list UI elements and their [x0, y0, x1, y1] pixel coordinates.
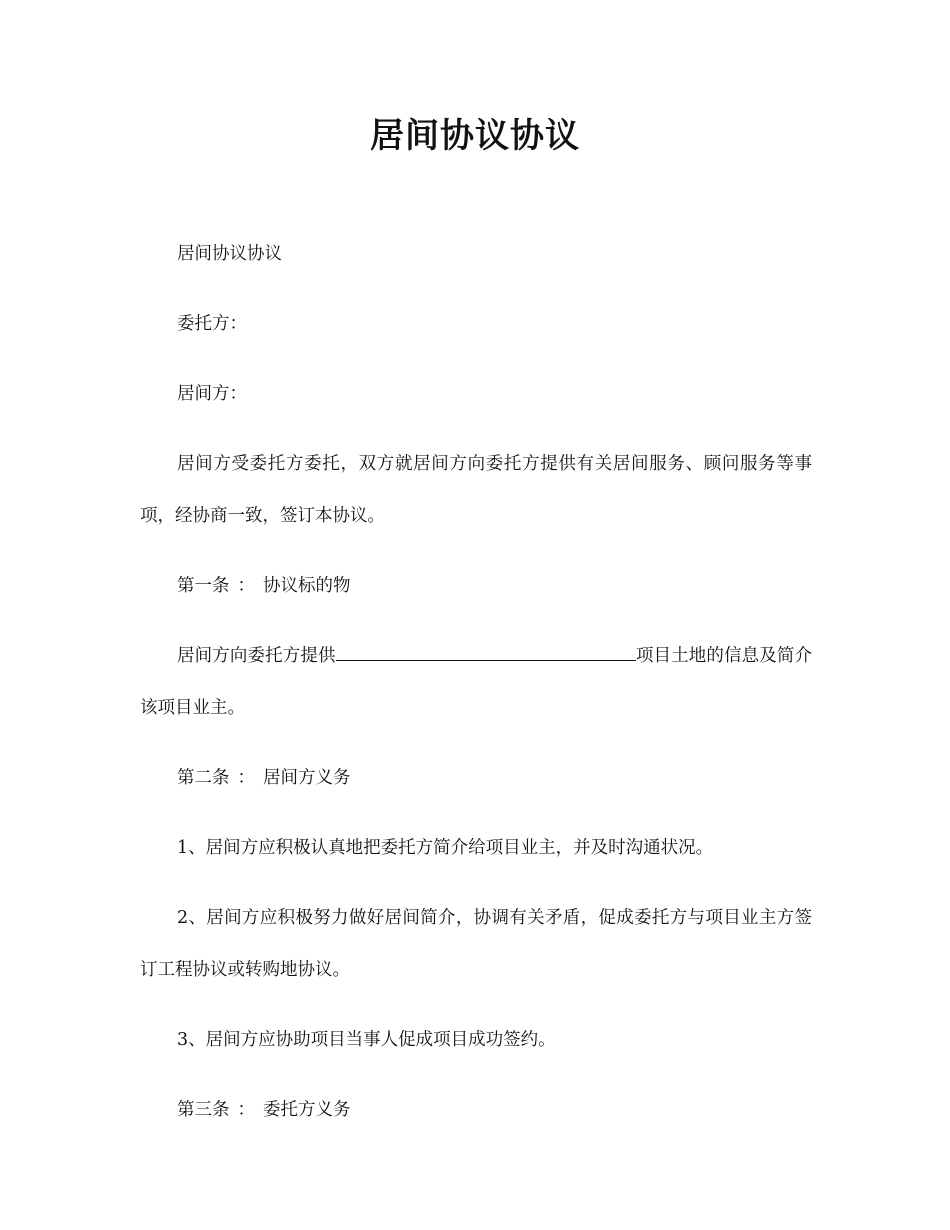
article-1-label: 第一条 [177, 576, 230, 596]
article-3-heading [140, 1084, 812, 1136]
preamble-paragraph: 居间方受委托方委托，双方就居间方向委托方提供有关居间服务、顾问服务等事项，经协商一致，签订本协议。 [140, 454, 812, 526]
article-2-item-2: 2、居间方应积极努力做好居间简介，协调有关矛盾，促成委托方与项目业主方签订工程协议或转购地协议。 [140, 908, 812, 980]
article-1-content-before: 居间方向委托方提供 [177, 646, 336, 666]
article-2-item-1: 1、居间方应积极认真地把委托方简介给项目业主，并及时沟通状况。 [177, 838, 714, 858]
client-party-line: 委托方： [177, 314, 247, 334]
article-2-label: 第二条 [177, 768, 230, 788]
article-1-content [140, 630, 812, 734]
article-1-text: 协议标的物 [263, 576, 351, 596]
intermediary-party-line: 居间方： [177, 384, 247, 404]
article-3-label: 第三条 [177, 1100, 230, 1120]
article-2-heading [140, 752, 812, 804]
document-title: 居间协议协议 [370, 116, 580, 156]
article-1-content-after: 项目土地的信息及简介该项目业主。 [140, 646, 813, 718]
paragraph-heading: 居间协议协议 [177, 244, 282, 264]
fill-in-blank [336, 640, 636, 661]
article-1-separator: ： [237, 576, 255, 596]
article-1-heading [140, 560, 812, 612]
article-3-text: 委托方义务 [263, 1100, 351, 1120]
article-2-separator: ： [237, 768, 255, 788]
article-3-separator: ： [237, 1100, 255, 1120]
document-body [140, 228, 812, 1154]
article-2-item-3: 3、居间方应协助项目当事人促成项目成功签约。 [177, 1030, 556, 1050]
article-2-text: 居间方义务 [263, 768, 351, 788]
